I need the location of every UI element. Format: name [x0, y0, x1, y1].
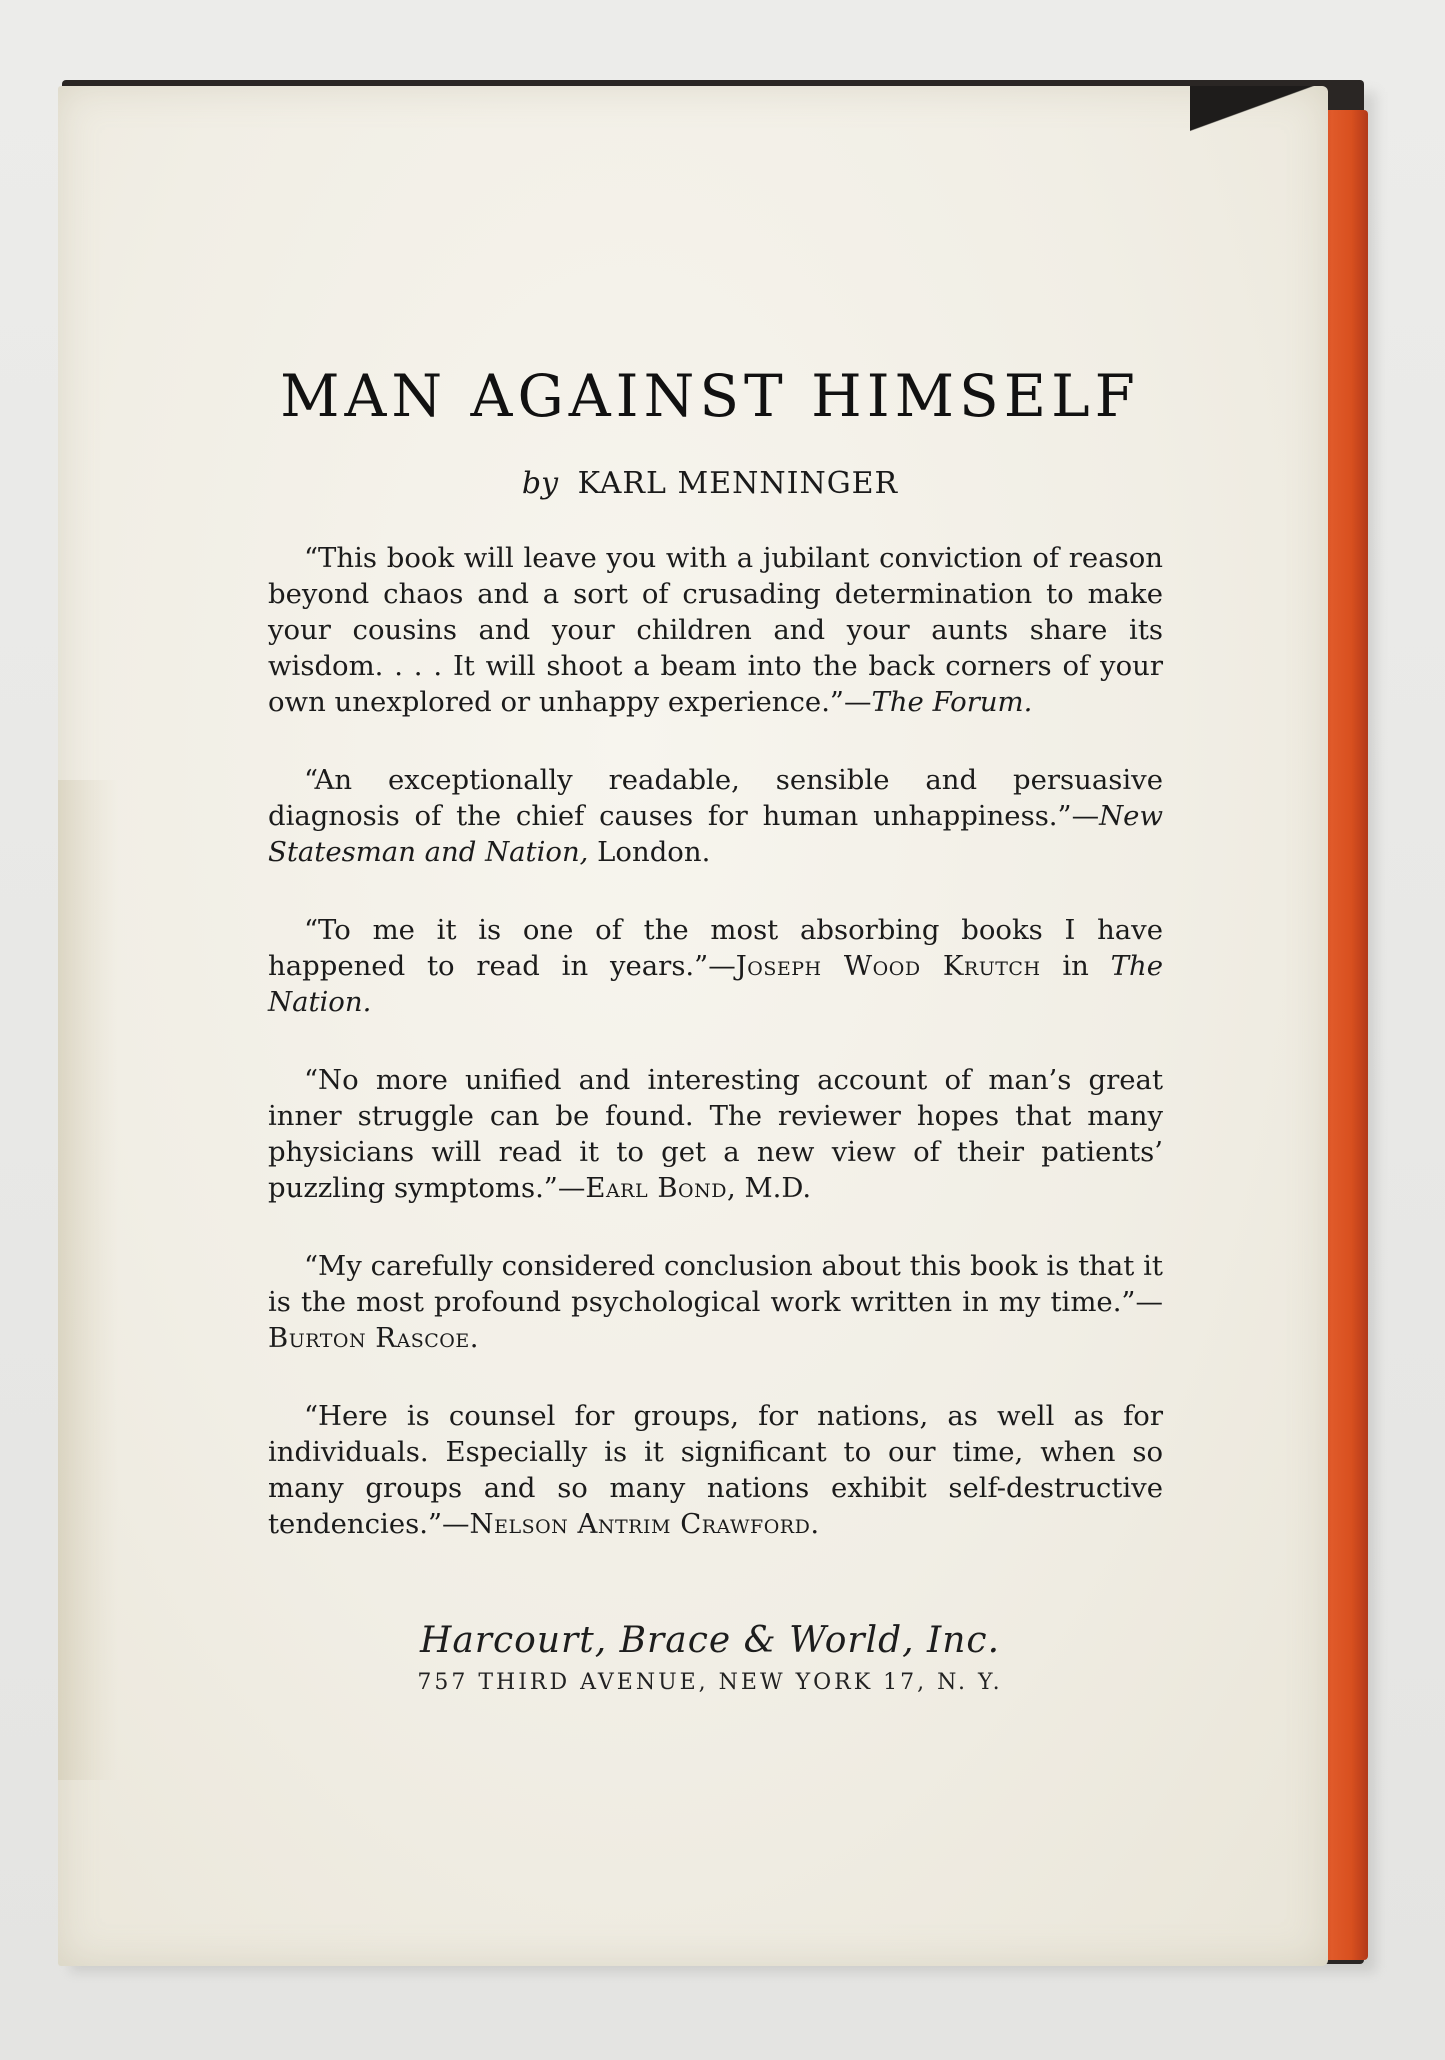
publisher-name: Harcourt, Brace & World, Inc. [419, 1620, 1001, 1661]
torn-corner [1190, 86, 1330, 146]
author-name: KARL MENNINGER [577, 466, 899, 501]
quote-publication: The Nation. [268, 950, 1163, 1018]
quote-source: Nelson Antrim Crawford [469, 1508, 811, 1540]
quote-source: Earl Bond [585, 1172, 727, 1204]
jacket-stain [58, 780, 118, 1780]
quote-text: “To me it is one of the most absorbing books I have happened to read in years.”— [268, 914, 1163, 982]
quote-tail: in [1040, 950, 1111, 982]
quote-text: “Here is counsel for groups, for nations, as well as for individuals. Especially is it significant to our time, when so many groups and so many nations exhibit self-destructive tendencies.”— [268, 1400, 1163, 1540]
review-quotes [268, 540, 1163, 1584]
review-quote [268, 1248, 1163, 1356]
byline [260, 466, 1160, 501]
quote-source: The Forum. [871, 686, 1033, 718]
review-quote [268, 912, 1163, 1020]
book-title: MAN AGAINST HIMSELF [280, 362, 1140, 430]
review-quote [268, 762, 1163, 870]
quote-text: “This book will leave you with a jubilant conviction of reason beyond chaos and a sort of crusading determination to make your cousins and your children and your aunts share its wisdom. . . . It will shoot a beam into the back corners of your own unexplored or unhappy experience.”— [268, 542, 1163, 718]
review-quote [268, 1062, 1163, 1206]
quote-source: Joseph Wood Krutch [735, 950, 1041, 982]
review-quote [268, 1398, 1163, 1542]
publisher-address: 757 THIRD AVENUE, NEW YORK 17, N. Y. [417, 1670, 1003, 1695]
quote-text: “An exceptionally readable, sensible and persuasive diagnosis of the chief causes for human unhappiness.”— [268, 764, 1163, 832]
quote-tail: . [469, 1322, 479, 1354]
quote-tail: . [810, 1508, 820, 1540]
quote-tail: London. [588, 836, 711, 868]
quote-source: New Statesman and Nation, [268, 800, 1163, 868]
quote-source: Burton Rascoe [268, 1322, 470, 1354]
quote-text: “My carefully considered conclusion about this book is that it is the most profound psychological work written in my time.”— [268, 1250, 1163, 1318]
quote-tail: , M.D. [726, 1172, 812, 1204]
review-quote [268, 540, 1163, 720]
byline-by: by [521, 466, 559, 501]
quote-text: “No more unified and interesting account of man’s great inner struggle can be found. The reviewer hopes that many physicians will read it to get a new view of their patients’ puzzling symptoms.”— [268, 1064, 1163, 1204]
